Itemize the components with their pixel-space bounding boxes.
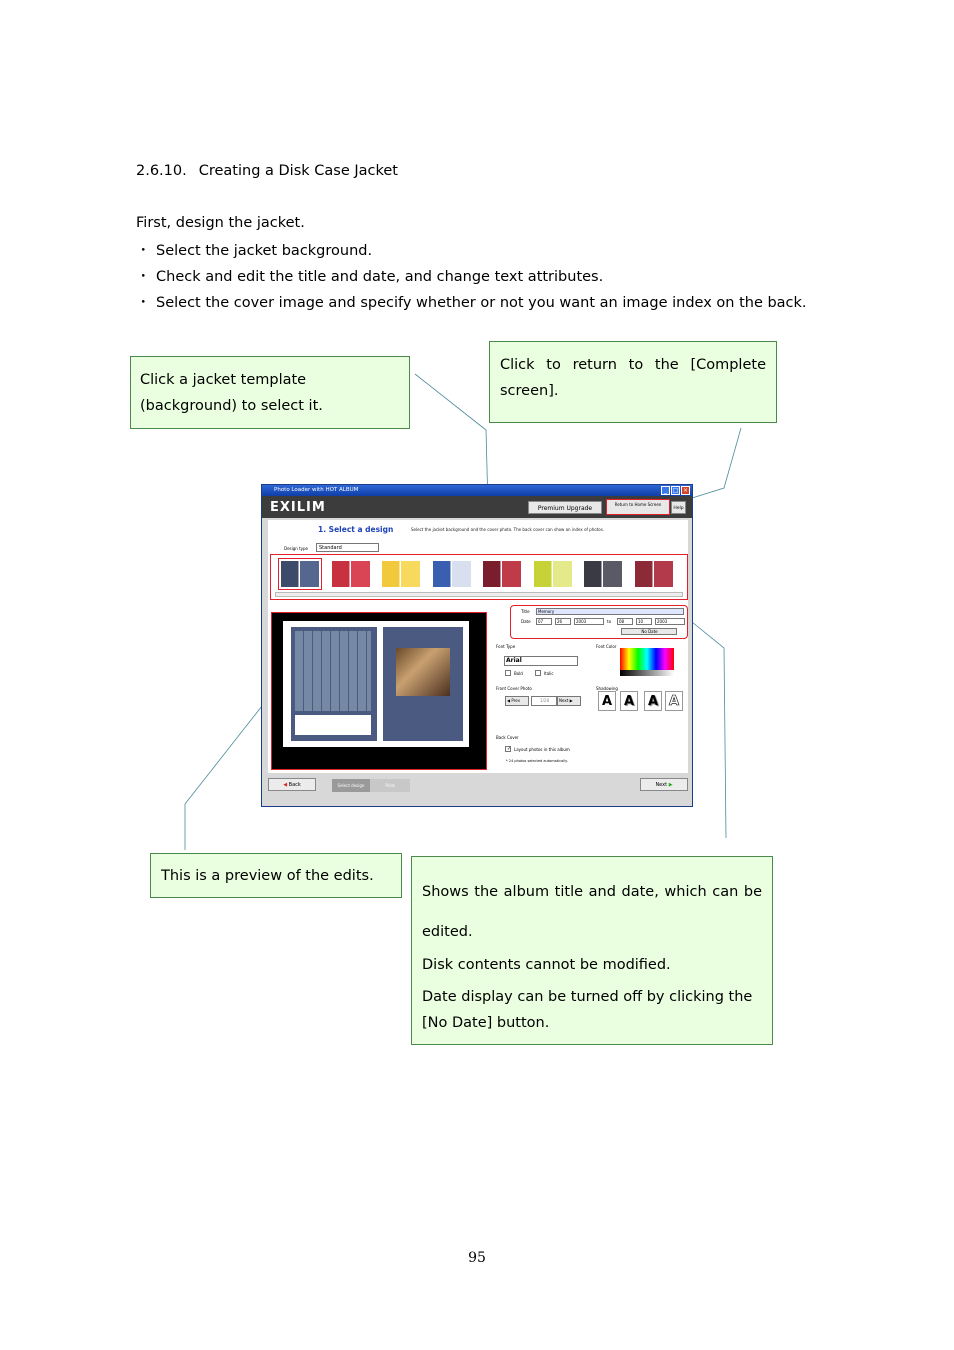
close-icon[interactable]: ×	[682, 487, 689, 494]
date-to-month[interactable]: 08	[617, 618, 633, 625]
date-to-label: to	[607, 619, 612, 624]
callout-preview: This is a preview of the edits.	[150, 853, 402, 898]
section-title: Creating a Disk Case Jacket	[198, 163, 398, 179]
section-heading	[136, 163, 398, 179]
back-cover-label: Back Cover	[496, 735, 519, 740]
breadcrumb-print: Print	[370, 779, 410, 792]
bold-label: Bold	[514, 671, 523, 676]
photo-index-grid	[295, 631, 371, 711]
step-description: Select the jacket background and the cover photo. The back cover can show an index of photos.	[411, 527, 605, 532]
template-thumbnail[interactable]	[281, 561, 319, 587]
template-strip	[270, 554, 688, 600]
cover-photo	[396, 648, 450, 696]
date-to-year[interactable]: 2003	[655, 618, 685, 625]
date-label: Date	[521, 619, 531, 624]
shadow-option-4[interactable]: A	[665, 691, 683, 711]
title-label: Title	[521, 609, 530, 614]
design-type-label: Design type	[284, 546, 309, 551]
date-to-day[interactable]: 10	[636, 618, 652, 625]
callout-complete: Click to return to the [Complete screen].	[489, 341, 777, 423]
window-titlebar	[262, 485, 692, 496]
section-number: 2.6.10.	[136, 163, 187, 179]
layout-label: Layout photos in this album	[514, 747, 570, 752]
preview-back-cover	[291, 627, 377, 741]
jacket-preview	[271, 612, 487, 770]
back-button[interactable]: ◀ Back	[268, 778, 316, 791]
maximize-icon[interactable]: □	[672, 487, 679, 494]
callout-paragraph: Date display can be turned off by clicking the [No Date] button.	[422, 989, 753, 1031]
design-panel	[268, 520, 688, 773]
help-button[interactable]: Help	[671, 501, 686, 514]
date-from-year[interactable]: 2003	[574, 618, 604, 625]
back-label: Back	[288, 782, 301, 788]
next-button[interactable]: Next ▶	[640, 778, 688, 791]
italic-label: Italic	[544, 671, 554, 676]
layout-note: * 24 photos selected automatically.	[506, 759, 568, 763]
callout-paragraph: Shows the album title and date, which can be edited.	[422, 884, 762, 940]
template-thumbnail[interactable]	[332, 561, 370, 587]
preview-front-cover	[383, 627, 463, 741]
template-thumbnail[interactable]	[635, 561, 673, 587]
date-from-month[interactable]: 07	[536, 618, 552, 625]
font-type-label: Font Type	[496, 644, 516, 649]
shadow-option-3[interactable]: A	[644, 691, 662, 711]
template-thumbnail[interactable]	[534, 561, 572, 587]
preview-page	[283, 621, 469, 747]
font-gray-palette[interactable]	[620, 670, 674, 676]
intro-text: First, design the jacket.	[136, 215, 305, 231]
next-photo-button[interactable]: Next ▶	[557, 696, 581, 706]
app-header	[262, 496, 692, 518]
layout-checkbox[interactable]: ✓	[507, 746, 512, 752]
page-number: 95	[468, 1250, 486, 1266]
no-date-button[interactable]: No Date	[621, 628, 677, 635]
bullet-item: ・ Select the jacket background.	[136, 242, 807, 268]
font-select[interactable]: Arial	[504, 656, 578, 666]
title-input[interactable]: Memory	[536, 608, 684, 615]
template-thumbnail[interactable]	[483, 561, 521, 587]
italic-checkbox[interactable]	[535, 670, 541, 676]
date-from-day[interactable]: 26	[555, 618, 571, 625]
callout-title-date	[411, 856, 773, 1045]
template-thumbnail[interactable]	[382, 561, 420, 587]
prev-label: Prev	[511, 698, 521, 703]
bullet-list	[136, 242, 807, 320]
template-thumbnail[interactable]	[433, 561, 471, 587]
prev-photo-button[interactable]: ◀ Prev	[505, 696, 529, 706]
callout-paragraph: Disk contents cannot be modified.	[422, 957, 671, 973]
callout-template: Click a jacket template (background) to select it.	[130, 356, 410, 429]
window-title: Photo Loader with HOT ALBUM	[274, 487, 359, 493]
exilim-logo: EXILIM	[270, 500, 326, 515]
photo-counter: 1/28	[531, 696, 557, 706]
minimize-icon[interactable]: _	[661, 486, 670, 495]
design-type-select[interactable]: Standard	[316, 543, 379, 552]
app-window	[261, 484, 693, 807]
template-thumbnail[interactable]	[584, 561, 622, 587]
front-cover-label: Front Cover Photo	[496, 686, 532, 691]
shadow-option-2[interactable]: A	[620, 691, 638, 711]
font-color-label: Font Color	[596, 644, 617, 649]
next-label: Next	[655, 782, 668, 788]
shadowing-label: Shadowing	[596, 686, 618, 691]
step-title: 1. Select a design	[318, 525, 394, 534]
template-scrollbar[interactable]	[275, 592, 683, 597]
premium-upgrade-button[interactable]: Premium Upgrade	[528, 501, 602, 514]
bullet-item: ・ Select the cover image and specify whether or not you want an image index on the back.	[136, 294, 807, 320]
breadcrumb-select-design: Select design	[332, 779, 370, 792]
bullet-item: ・ Check and edit the title and date, and change text attributes.	[136, 268, 807, 294]
return-home-button[interactable]: Return to Home Screen	[606, 499, 670, 515]
next-small-label: Next	[559, 698, 569, 703]
bold-checkbox[interactable]	[505, 670, 511, 676]
shadow-option-1[interactable]: A	[598, 691, 616, 711]
index-text-box	[295, 715, 371, 735]
